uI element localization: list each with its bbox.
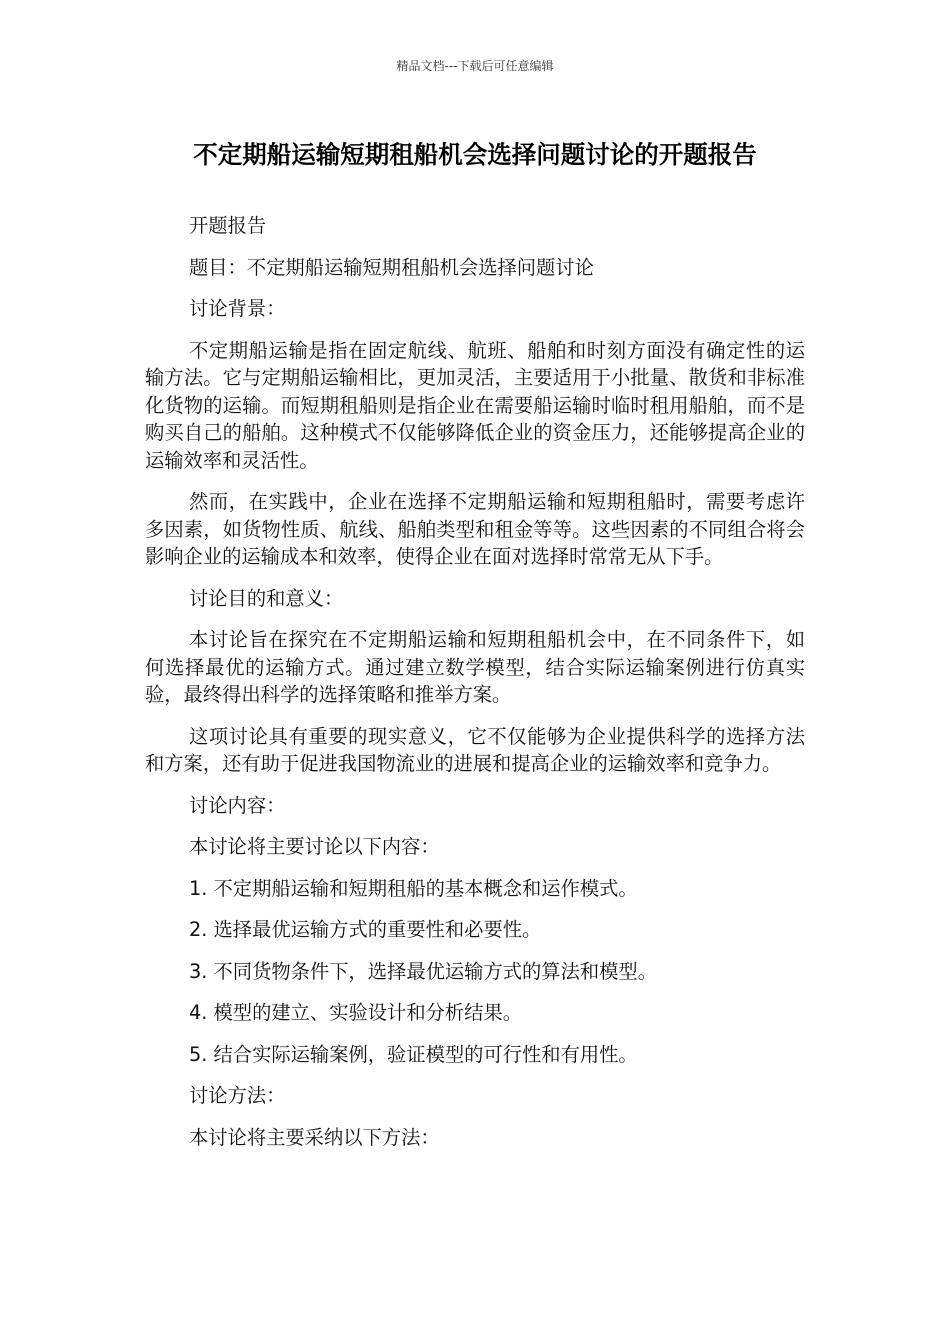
list-item-1: 1. 不定期船运输和短期租船的基本概念和运作模式。: [189, 876, 638, 900]
paragraph-purpose-1: 本讨论旨在探究在不定期船运输和短期租船机会中，在不同条件下，如何选择最优的运输方式。通过建立数学模型，结合实际运输案例进行仿真实验，最终得出科学的选择策略和推举方案。: [145, 628, 805, 706]
section-heading-content: 讨论内容：: [189, 793, 286, 817]
paragraph-purpose-2: 这项讨论具有重要的现实意义，它不仅能够为企业提供科学的选择方法和方案，还有助于促进我国物流业的进展和提高企业的运输效率和竞争力。: [145, 724, 805, 775]
list-item-2: 2. 选择最优运输方式的重要性和必要性。: [189, 918, 542, 941]
section-heading-purpose: 讨论目的和意义：: [189, 586, 344, 610]
list-item-4: 4. 模型的建立、实验设计和分析结果。: [189, 1001, 523, 1024]
paragraph-topic: 题目：不定期船运输短期租船机会选择问题讨论: [189, 255, 594, 279]
list-item-5: 5. 结合实际运输案例，验证模型的可行性和有用性。: [189, 1042, 638, 1066]
paragraph-background-1: 不定期船运输是指在固定航线、航班、船舶和时刻方面没有确定性的运输方法。它与定期船运输相比，更加灵活，主要适用于小批量、散货和非标准化货物的运输。而短期租船则是指企业在需要船运输时临时租用船舶，而不是购买自己的船舶。这种模式不仅能够降低企业的资金压力，还能够提高企业的运输效率和灵活性。: [145, 338, 805, 472]
paragraph-background-2: 然而，在实践中，企业在选择不定期船运输和短期租船时，需要考虑许多因素，如货物性质、航线、船舶类型和租金等等。这些因素的不同组合将会影响企业的运输成本和效率，使得企业在面对选择时常常无从下手。: [145, 490, 805, 568]
section-heading-method: 讨论方法：: [189, 1084, 286, 1107]
paragraph-content-intro: 本讨论将主要讨论以下内容：: [189, 835, 440, 858]
list-item-3: 3. 不同货物条件下，选择最优运输方式的算法和模型。: [189, 959, 657, 983]
paragraph-method-intro: 本讨论将主要采纳以下方法：: [189, 1125, 440, 1149]
paragraph-report-label: 开题报告: [189, 214, 267, 237]
document-body: [145, 212, 805, 1165]
page-header: 精品文档---下载后可任意编辑: [396, 59, 554, 73]
section-heading-background: 讨论背景：: [189, 297, 286, 320]
document-title: 不定期船运输短期租船机会选择问题讨论的开题报告: [193, 140, 757, 169]
